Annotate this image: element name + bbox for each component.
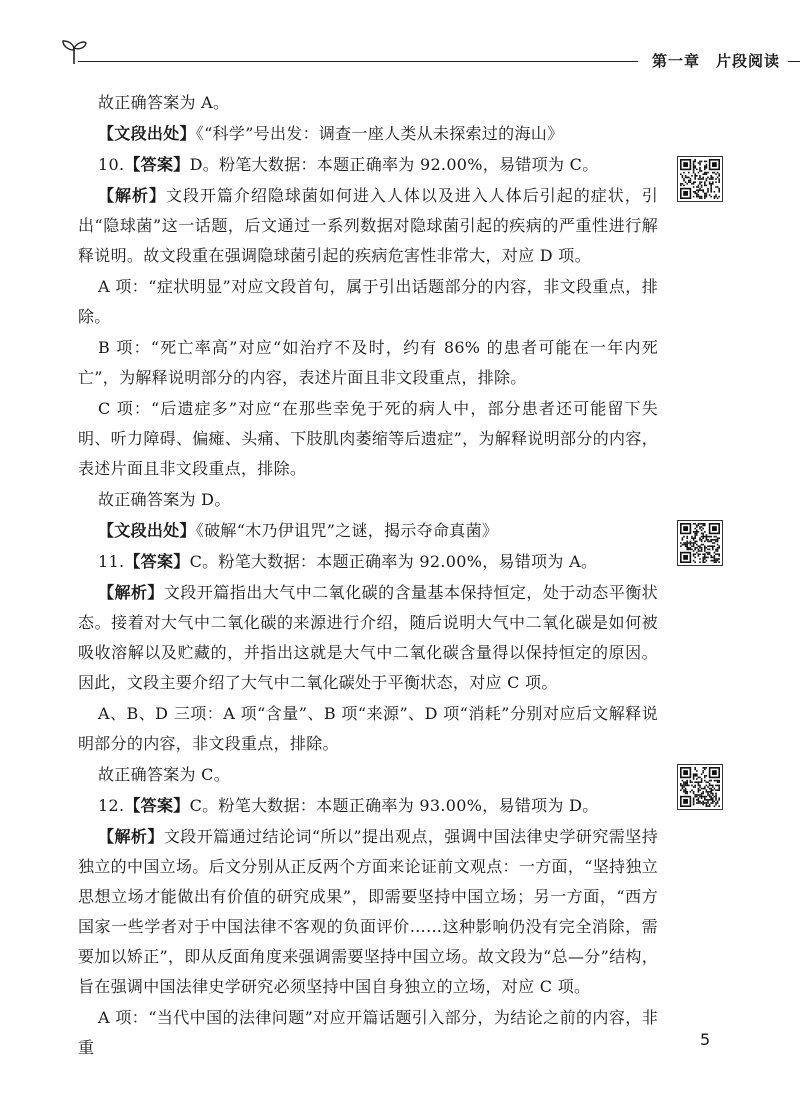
q10-source [78, 516, 658, 546]
q10-option-b: B 项：“死亡率高”对应“如治疗不及时，约有 86% 的患者可能在一年内死亡”，为解释说明部分的内容，表述片面且非文段重点，排除。 [78, 338, 658, 387]
q10-option-c: C 项：“后遗症多”对应“在那些幸免于死的病人中，部分患者还可能留下失明、听力障碍、偏瘫、头痛、下肢肌肉萎缩等后遗症”，为解释说明部分的内容，表述片面且非文段重点，排除。 [78, 399, 658, 478]
page-content [78, 88, 658, 1064]
header-rule-right [788, 61, 800, 62]
q12-analysis [78, 822, 658, 1002]
qr-code-icon[interactable] [677, 520, 723, 566]
analysis-text: 文段开篇介绍隐球菌如何进入人体以及进入人体后引起的症状，引出“隐球菌”这一话题，后文通过一系列数据对隐球菌引起的疾病的严重性进行解释说明。故文段重在强调隐球菌引起的疾病危害性非常大，对应 D 项。 [78, 186, 659, 265]
analysis-text: 文段开篇指出大气中二氧化碳的含量基本保持恒定，处于动态平衡状态。接着对大气中二氧化碳的来源进行介绍，随后说明大气中二氧化碳是如何被吸收溶解以及贮藏的，并指出这就是大气中二氧化碳含量得以保持恒定的原因。因此，文段主要介绍了大气中二氧化碳处于平衡状态，对应 C 项。 [78, 583, 658, 692]
analysis-label: 【解析】 [98, 827, 164, 846]
question-number: 10. [98, 155, 125, 174]
analysis-label: 【解析】 [98, 583, 164, 602]
q11-answer [78, 547, 658, 577]
q10-conclusion: 故正确答案为 D。 [98, 490, 231, 509]
qr-code-icon[interactable] [677, 764, 723, 810]
q9-source [78, 119, 658, 149]
q11-analysis [78, 578, 658, 698]
q10-option-a: A 项：“症状明显”对应文段首句，属于引出话题部分的内容，非文段重点，排除。 [78, 277, 658, 326]
q12-answer [78, 791, 658, 821]
page-header [60, 36, 781, 72]
q11-conclusion: 故正确答案为 C。 [98, 765, 231, 784]
page-number: 5 [700, 1030, 711, 1049]
answer-label: 【答案】 [124, 155, 190, 174]
source-label: 【文段出处】 [98, 521, 196, 540]
q9-conclusion: 故正确答案为 A。 [98, 93, 230, 112]
source-label: 【文段出处】 [98, 124, 196, 143]
source-text: 《破解“木乃伊诅咒”之谜，揭示夺命真菌》 [195, 521, 499, 540]
question-number: 11. [98, 552, 125, 571]
answer-text: D。粉笔大数据：本题正确率为 92.00%，易错项为 C。 [189, 155, 599, 174]
analysis-label: 【解析】 [98, 186, 166, 205]
answer-label: 【答案】 [124, 552, 190, 571]
answer-text: C。粉笔大数据：本题正确率为 92.00%，易错项为 A。 [189, 552, 598, 571]
qr-code-icon[interactable] [677, 156, 723, 202]
source-text: 《“科学”号出发：调查一座人类从未探索过的海山》 [195, 124, 564, 143]
chapter-title: 第一章 片段阅读 [652, 52, 781, 70]
q10-analysis [78, 181, 658, 271]
question-number: 12. [98, 796, 125, 815]
analysis-text: 文段开篇通过结论词“所以”提出观点，强调中国法律史学研究需坚持独立的中国立场。后文分别从正反两个方面来论证前文观点：一方面，“坚持独立思想立场才能做出有价值的研究成果”，即需要坚持中国立场；另一方面，“西方国家一些学者对于中国法律不客观的负面评价……这种影响仍没有完全消除，需要加以矫正”，即从反面角度来强调需要坚持中国立场。故文段为“总—分”结构，旨在强调中国法律史学研究必须坚持中国自身独立的立场，对应 C 项。 [78, 827, 658, 996]
q12-option-a: A 项：“当代中国的法律问题”对应开篇话题引入部分，为结论之前的内容，非重 [78, 1008, 658, 1057]
answer-text: C。粉笔大数据：本题正确率为 93.00%，易错项为 D。 [189, 796, 599, 815]
answer-label: 【答案】 [124, 796, 190, 815]
q11-options-abd: A、B、D 三项：A 项“含量”、B 项“来源”、D 项“消耗”分别对应后文解释说明部分的内容，非文段重点，排除。 [78, 704, 658, 753]
header-rule-left [78, 61, 638, 62]
q10-answer [78, 150, 658, 180]
